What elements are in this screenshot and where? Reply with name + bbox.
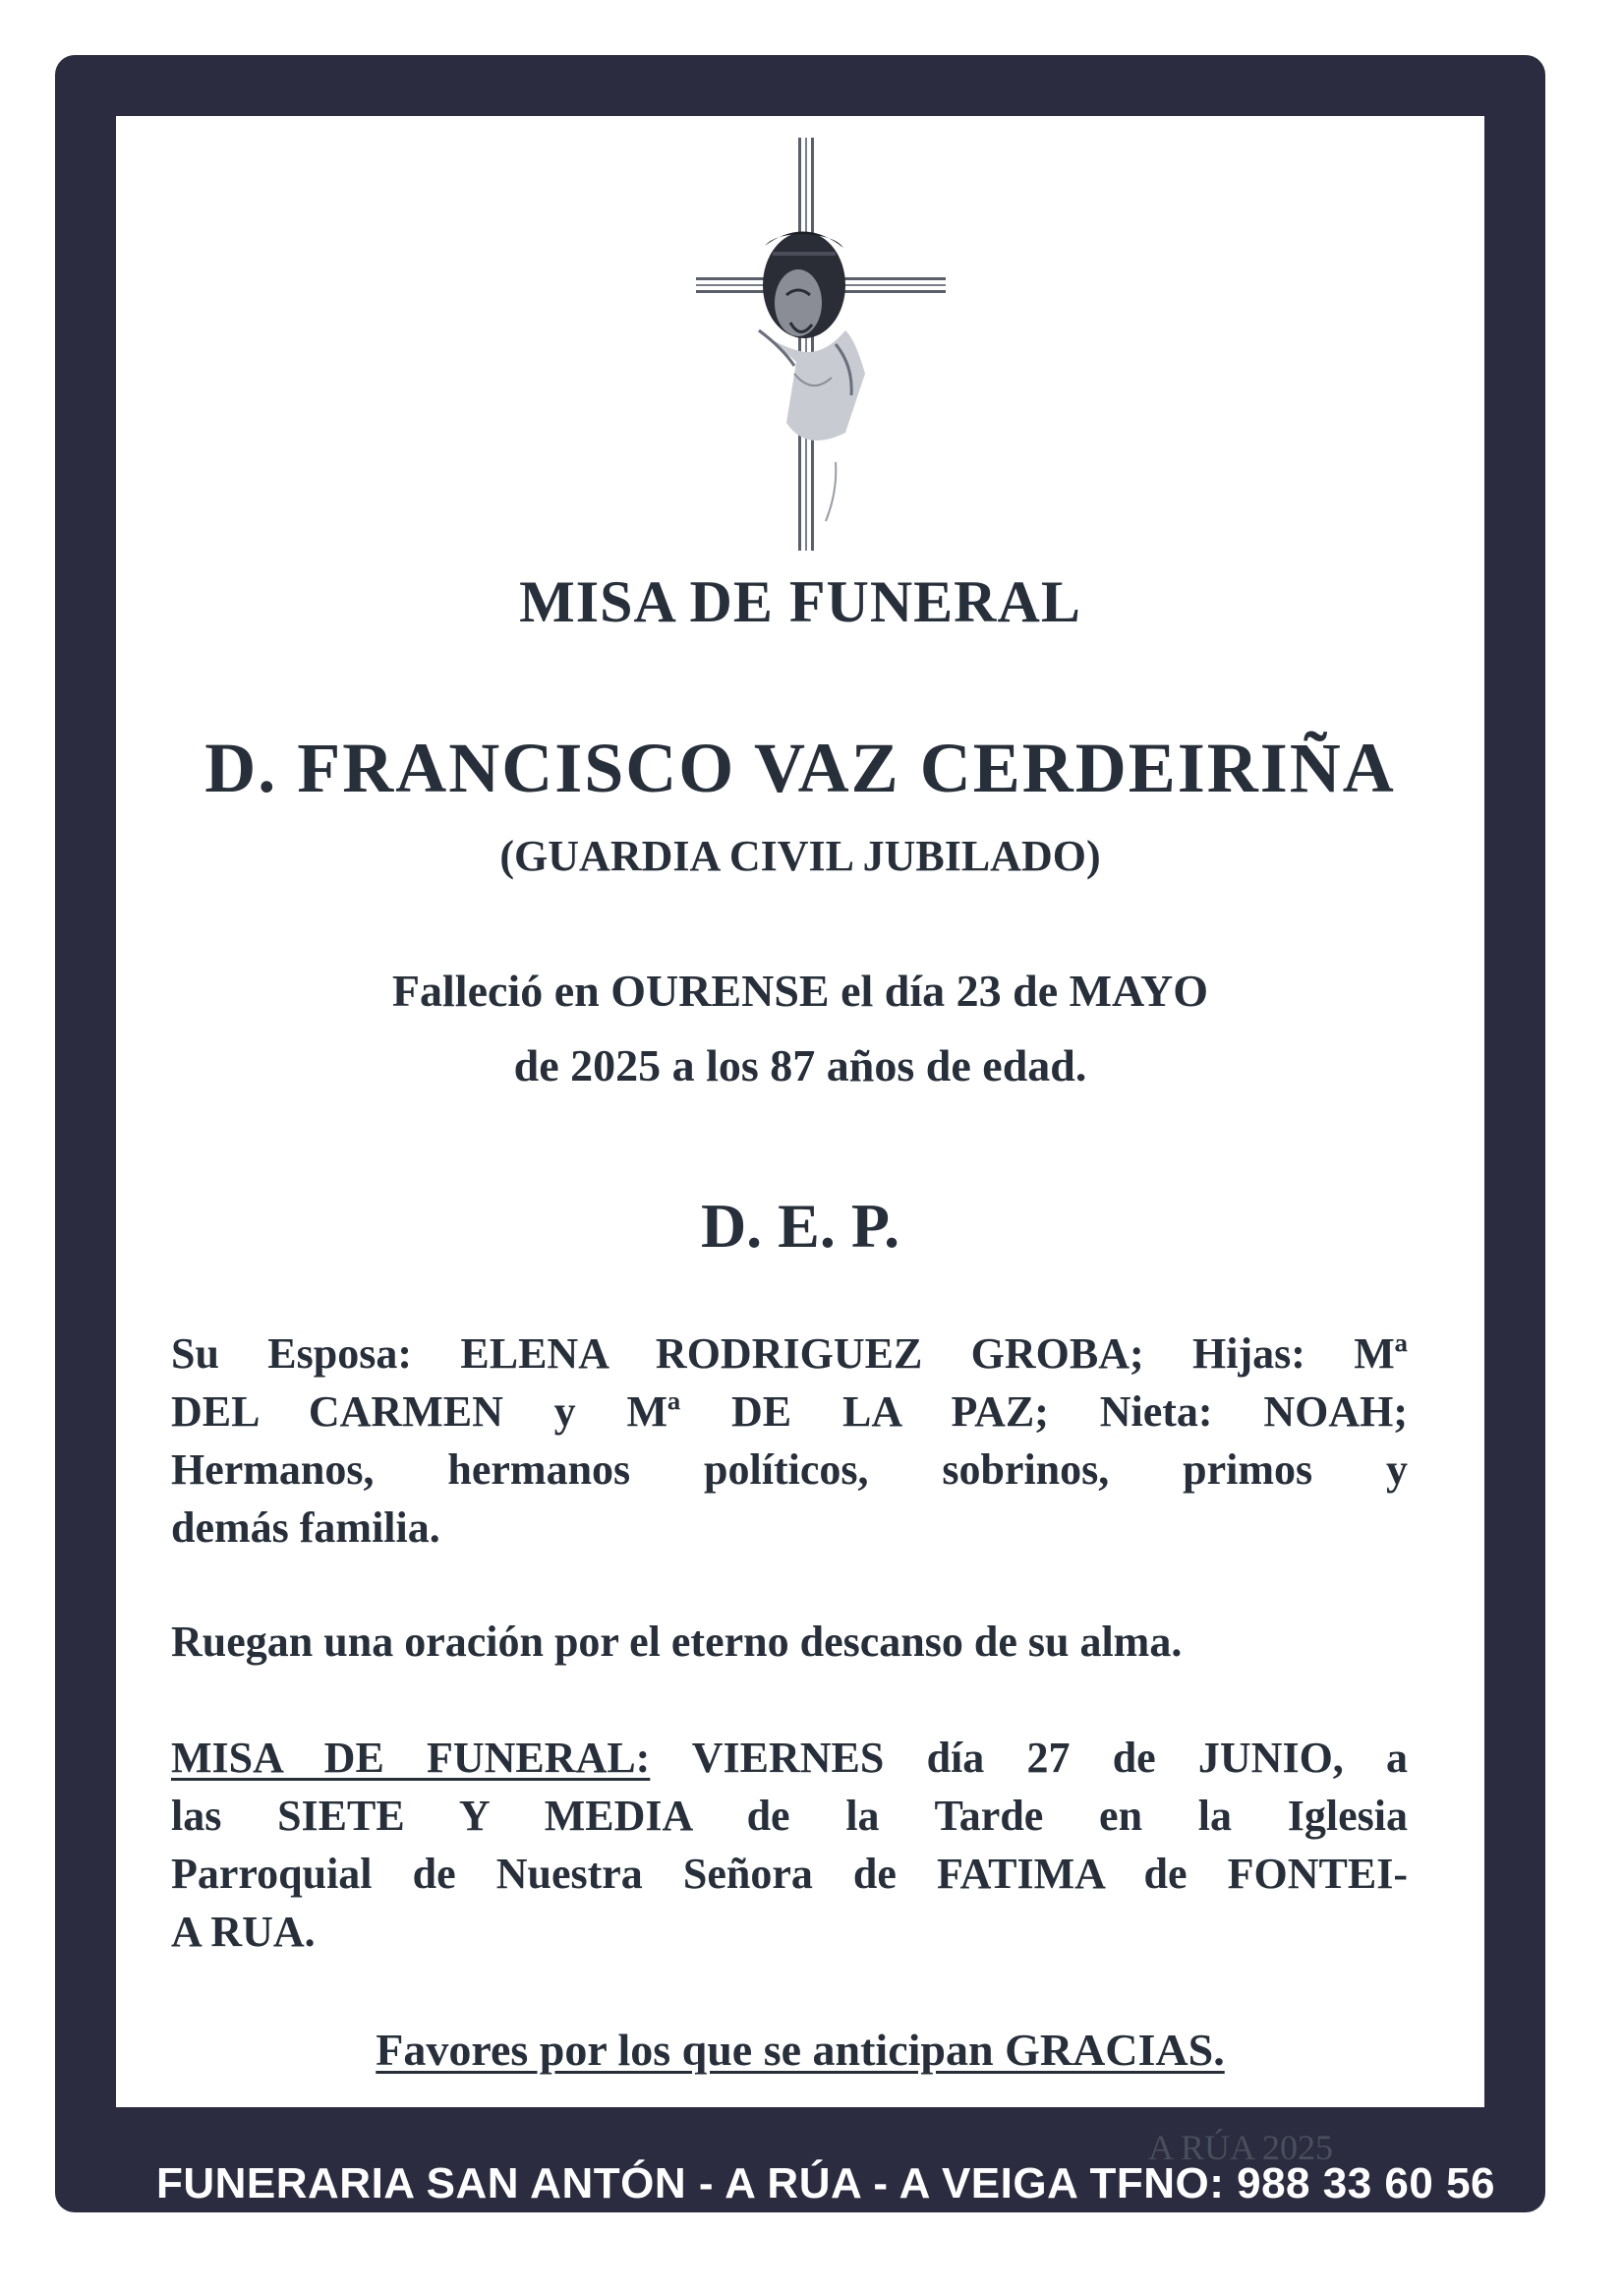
footer-text: FUNERARIA SAN ANTÓN - A RÚA - A VEIGA TFNO: 988 33 60 56 (155, 2159, 1496, 2208)
family-line: demás familia. (171, 1503, 440, 1552)
prayer-paragraph (171, 1613, 1408, 1671)
family-line: Su Esposa: ELENA RODRIGUEZ GROBA; Hijas: Mª (171, 1329, 1408, 1378)
thanks-text: Favores por los que se anticipan GRACIAS. (376, 2025, 1225, 2075)
funeral-home-footer (55, 2159, 1545, 2208)
mass-line-text: VIERNES día 27 de JUNIO, a (650, 1734, 1408, 1782)
crucifix-icon (688, 138, 954, 551)
mass-line: Parroquial de Nuestra Señora de FATIMA de FONTEI- (171, 1850, 1408, 1898)
mass-label: MISA DE FUNERAL: (171, 1734, 651, 1782)
family-line: DEL CARMEN y Mª DE LA PAZ; Nieta: NOAH; (171, 1387, 1408, 1436)
prayer-line: Ruegan una oración por el eterno descanso de su alma. (171, 1618, 1183, 1666)
thanks-line (116, 2024, 1484, 2076)
deceased-name: D. FRANCISCO VAZ CERDEIRIÑA (204, 729, 1396, 807)
deceased-role: (GUARDIA CIVIL JUBILADO) (499, 832, 1101, 880)
death-details (116, 954, 1484, 1103)
dep-abbreviation: D. E. P. (700, 1191, 900, 1261)
family-paragraph (171, 1325, 1408, 1557)
mass-paragraph (171, 1729, 1408, 1961)
location-year-stamp: A RÚA 2025 (1148, 2128, 1334, 2167)
mass-line (171, 1729, 1408, 1787)
mass-line: las SIETE Y MEDIA de la Tarde en la Iglesia (171, 1792, 1408, 1840)
death-line-1: Falleció en OURENSE el día 23 de MAYO (391, 966, 1209, 1016)
death-line-2: de 2025 a los 87 años de edad. (513, 1040, 1087, 1090)
notice-heading: MISA DE FUNERAL (519, 569, 1081, 634)
family-line: Hermanos, hermanos políticos, sobrinos, primos y (171, 1445, 1408, 1494)
mass-line: A RUA. (171, 1908, 316, 1956)
